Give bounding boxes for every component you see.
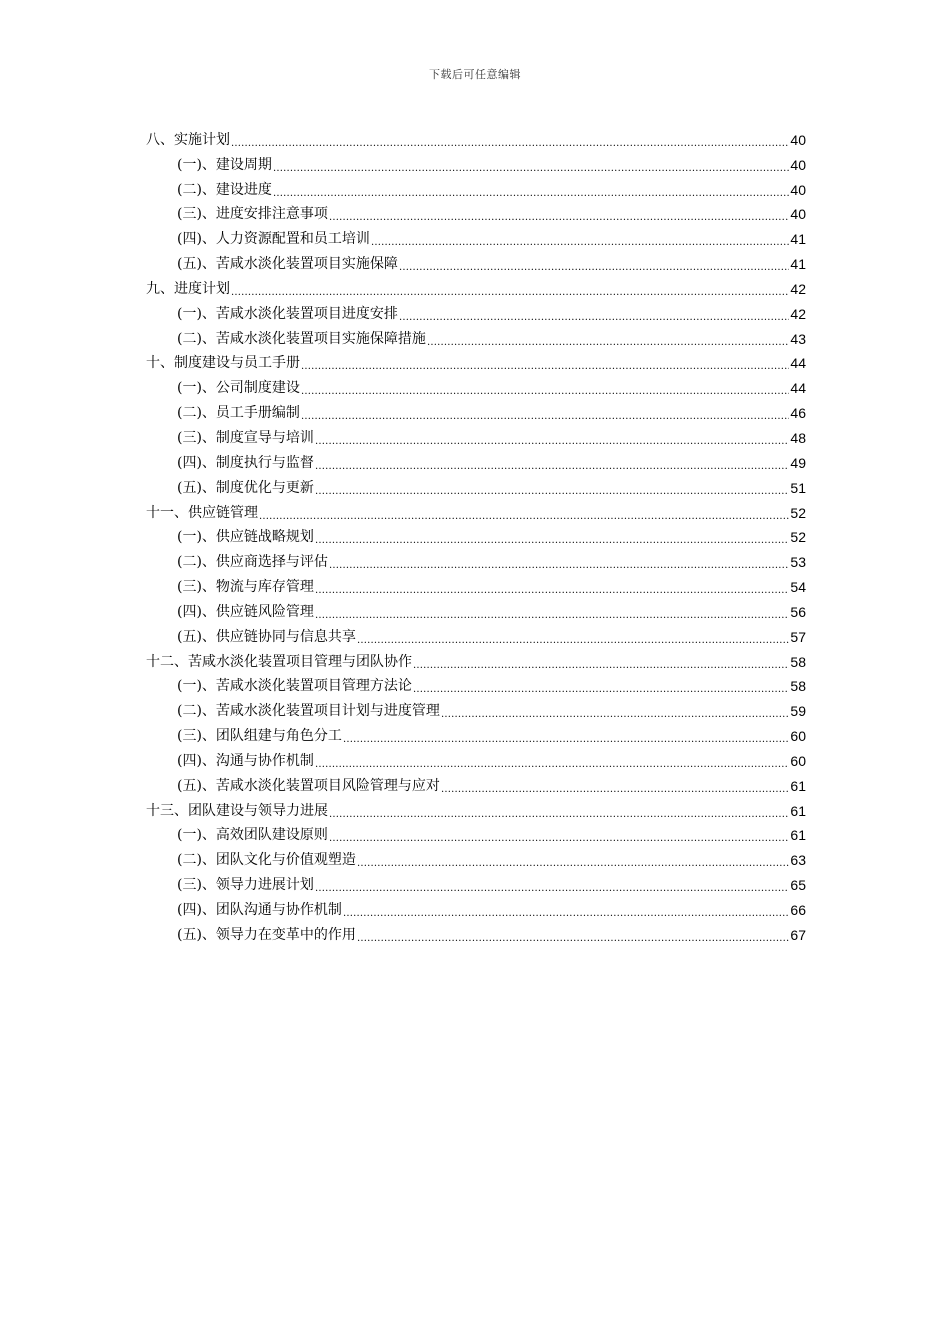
toc-leader-dots — [315, 609, 789, 623]
toc-leader-dots — [343, 733, 789, 747]
toc-entry-label: (三)、领导力进展计划 — [177, 877, 314, 894]
toc-section-entry[interactable] — [146, 201, 806, 226]
toc-page-number: 60 — [790, 728, 806, 745]
toc-leader-dots — [273, 162, 789, 176]
toc-section-entry[interactable] — [146, 623, 806, 648]
toc-section-entry[interactable] — [146, 548, 806, 573]
toc-page-number: 41 — [790, 256, 806, 273]
toc-section-entry[interactable] — [146, 325, 806, 350]
toc-entry-label: (二)、建设进度 — [177, 181, 272, 198]
toc-section-entry[interactable] — [146, 822, 806, 847]
toc-page-number: 48 — [790, 429, 806, 446]
toc-section-entry[interactable] — [146, 772, 806, 797]
toc-section-entry[interactable] — [146, 598, 806, 623]
toc-leader-dots — [441, 783, 789, 797]
toc-entry-label: (五)、苦咸水淡化装置项目实施保障 — [177, 256, 398, 273]
toc-page-number: 41 — [790, 231, 806, 248]
toc-page-number: 40 — [790, 206, 806, 223]
toc-page-number: 58 — [790, 653, 806, 670]
toc-page-number: 61 — [790, 827, 806, 844]
toc-page-number: 61 — [790, 777, 806, 794]
toc-page-number: 67 — [790, 926, 806, 943]
toc-page-number: 44 — [790, 380, 806, 397]
toc-page-number: 42 — [790, 280, 806, 297]
toc-section-entry[interactable] — [146, 673, 806, 698]
toc-entry-label: (四)、制度执行与监督 — [177, 454, 314, 471]
toc-entry-label: 八、实施计划 — [146, 131, 230, 148]
toc-entry-label: (二)、苦咸水淡化装置项目计划与进度管理 — [177, 703, 440, 720]
toc-leader-dots — [301, 410, 789, 424]
toc-section-entry[interactable] — [146, 871, 806, 896]
toc-page-number: 44 — [790, 355, 806, 372]
toc-leader-dots — [315, 485, 789, 499]
toc-entry-label: (五)、制度优化与更新 — [177, 479, 314, 496]
toc-section-entry[interactable] — [146, 747, 806, 772]
toc-entry-label: 十、制度建设与员工手册 — [146, 355, 300, 372]
toc-entry-label: (一)、供应链战略规划 — [177, 529, 314, 546]
toc-chapter-entry[interactable] — [146, 648, 806, 673]
toc-section-entry[interactable] — [146, 151, 806, 176]
toc-section-entry[interactable] — [146, 722, 806, 747]
toc-entry-label: (一)、建设周期 — [177, 156, 272, 173]
toc-leader-dots — [371, 236, 789, 250]
toc-page-number: 53 — [790, 554, 806, 571]
toc-entry-label: 十三、团队建设与领导力进展 — [146, 802, 328, 819]
toc-section-entry[interactable] — [146, 424, 806, 449]
toc-page-number: 49 — [790, 454, 806, 471]
toc-leader-dots — [329, 559, 789, 573]
toc-entry-label: (四)、供应链风险管理 — [177, 603, 314, 620]
toc-section-entry[interactable] — [146, 374, 806, 399]
toc-page-number: 43 — [790, 330, 806, 347]
toc-entry-label: (一)、公司制度建设 — [177, 380, 300, 397]
toc-section-entry[interactable] — [146, 399, 806, 424]
toc-leader-dots — [315, 460, 789, 474]
toc-page-number: 63 — [790, 852, 806, 869]
toc-page-number: 40 — [790, 156, 806, 173]
toc-entry-label: (三)、物流与库存管理 — [177, 579, 314, 596]
toc-section-entry[interactable] — [146, 697, 806, 722]
toc-page-number: 66 — [790, 902, 806, 918]
toc-entry-label: (五)、领导力在变革中的作用 — [177, 926, 356, 943]
toc-leader-dots — [329, 808, 789, 822]
toc-page-number: 52 — [790, 504, 806, 521]
toc-page-number: 40 — [790, 131, 806, 148]
toc-page-number: 40 — [790, 181, 806, 198]
toc-leader-dots — [427, 336, 789, 350]
toc-entry-label: (五)、苦咸水淡化装置项目风险管理与应对 — [177, 777, 440, 794]
toc-leader-dots — [301, 385, 789, 399]
toc-entry-label: (一)、苦咸水淡化装置项目管理方法论 — [177, 678, 412, 695]
toc-leader-dots — [315, 435, 789, 449]
toc-entry-label: (二)、团队文化与价值观塑造 — [177, 852, 356, 869]
toc-page-number: 52 — [790, 529, 806, 546]
toc-leader-dots — [315, 534, 789, 548]
toc-entry-label: (一)、苦咸水淡化装置项目进度安排 — [177, 305, 398, 322]
toc-page-number: 65 — [790, 877, 806, 894]
toc-entry-label: (二)、员工手册编制 — [177, 405, 300, 422]
toc-section-entry[interactable] — [146, 524, 806, 549]
toc-section-entry[interactable] — [146, 896, 806, 921]
toc-entry-label: 九、进度计划 — [146, 280, 230, 297]
toc-section-entry[interactable] — [146, 250, 806, 275]
toc-section-entry[interactable] — [146, 300, 806, 325]
toc-section-entry[interactable] — [146, 176, 806, 201]
toc-chapter-entry[interactable] — [146, 499, 806, 524]
toc-leader-dots — [399, 311, 789, 325]
toc-page-number: 51 — [790, 479, 806, 496]
toc-entry-label: (三)、制度宣导与培训 — [177, 429, 314, 446]
toc-page-number: 58 — [790, 678, 806, 695]
page-header: 下载后可任意编辑 — [429, 68, 521, 81]
toc-page-number: 57 — [790, 628, 806, 645]
toc-page-number: 61 — [790, 802, 806, 819]
toc-leader-dots — [259, 510, 789, 524]
toc-page-number: 56 — [790, 603, 806, 620]
toc-leader-dots — [231, 137, 789, 151]
toc-entry-label: (二)、供应商选择与评估 — [177, 554, 328, 571]
toc-entry-label: 十一、供应链管理 — [146, 504, 258, 521]
toc-leader-dots — [343, 907, 789, 921]
toc-section-entry[interactable] — [146, 225, 806, 250]
toc-leader-dots — [357, 634, 789, 648]
toc-page-number: 54 — [790, 579, 806, 596]
toc-entry-label: (二)、苦咸水淡化装置项目实施保障措施 — [177, 330, 426, 347]
toc-leader-dots — [329, 211, 789, 225]
toc-section-entry[interactable] — [146, 449, 806, 474]
toc-leader-dots — [315, 584, 789, 598]
toc-page-number: 46 — [790, 405, 806, 422]
toc-leader-dots — [315, 758, 789, 772]
toc-leader-dots — [399, 261, 789, 275]
toc-page-number: 59 — [790, 703, 806, 720]
toc-chapter-entry[interactable] — [146, 275, 806, 300]
toc-chapter-entry[interactable] — [146, 797, 806, 822]
toc-entry-label: (三)、团队组建与角色分工 — [177, 728, 342, 745]
toc-page-number: 60 — [790, 752, 806, 769]
toc-section-entry[interactable] — [146, 846, 806, 871]
toc-leader-dots — [357, 932, 789, 946]
toc-leader-dots — [357, 857, 789, 871]
table-of-contents — [146, 126, 806, 946]
toc-leader-dots — [231, 286, 789, 300]
toc-entry-label: (三)、进度安排注意事项 — [177, 206, 328, 223]
toc-entry-label: (一)、高效团队建设原则 — [177, 827, 328, 844]
toc-entry-label: 十二、苦咸水淡化装置项目管理与团队协作 — [146, 653, 412, 670]
toc-chapter-entry[interactable] — [146, 350, 806, 375]
toc-section-entry[interactable] — [146, 921, 806, 946]
toc-section-entry[interactable] — [146, 573, 806, 598]
toc-chapter-entry[interactable] — [146, 126, 806, 151]
toc-leader-dots — [441, 708, 789, 722]
toc-entry-label: (五)、供应链协同与信息共享 — [177, 628, 356, 645]
toc-page-number: 42 — [790, 305, 806, 322]
toc-leader-dots — [301, 360, 789, 374]
toc-leader-dots — [413, 659, 789, 673]
toc-leader-dots — [413, 683, 789, 697]
toc-section-entry[interactable] — [146, 474, 806, 499]
toc-entry-label: (四)、人力资源配置和员工培训 — [177, 231, 370, 248]
toc-entry-label: (四)、团队沟通与协作机制 — [177, 902, 342, 918]
toc-leader-dots — [315, 882, 789, 896]
toc-entry-label: (四)、沟通与协作机制 — [177, 752, 314, 769]
toc-leader-dots — [329, 832, 789, 846]
toc-leader-dots — [273, 187, 789, 201]
